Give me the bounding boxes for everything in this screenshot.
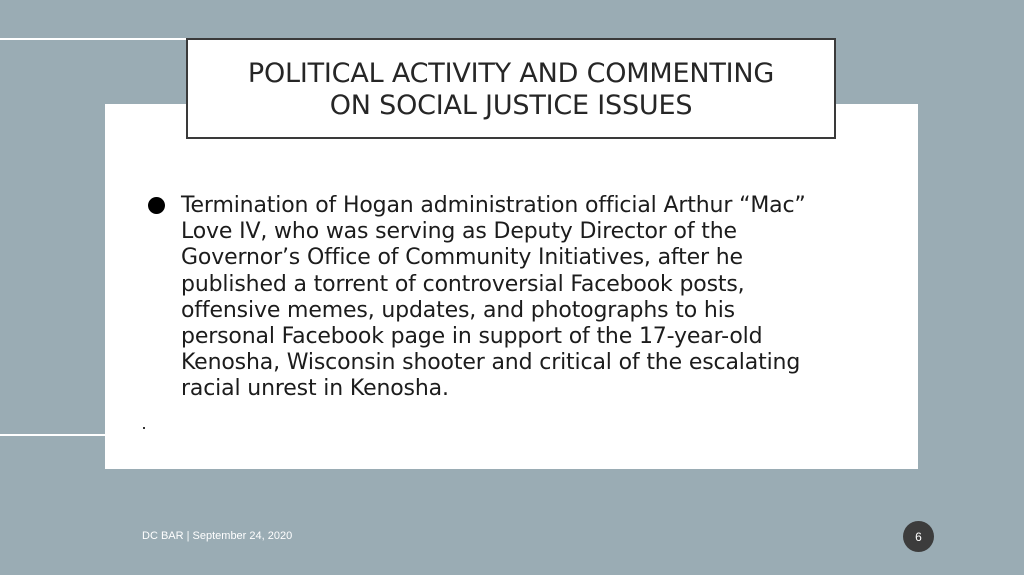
slide-title (248, 58, 774, 122)
bullet-item (148, 193, 848, 403)
bullet-text (181, 193, 806, 403)
decorative-line-bottom (0, 434, 106, 436)
bullet-line: offensive memes, updates, and photographs to his (181, 297, 735, 323)
slide-footer: DC BAR | September 24, 2020 (142, 530, 293, 542)
stray-mark (143, 427, 145, 429)
bullet-line: Governor’s Office of Community Initiatives, after he (181, 245, 743, 271)
decorative-line-top (0, 38, 186, 40)
bullet-line: published a torrent of controversial Facebook posts, (181, 271, 745, 297)
bullet-line: Kenosha, Wisconsin shooter and critical of the escalating (181, 350, 801, 376)
page-number-badge: 6 (903, 521, 934, 552)
bullet-dot-icon (148, 197, 165, 214)
bullet-line: Love IV, who was serving as Deputy Director of the (181, 219, 737, 245)
slide-title-line-1: POLITICAL ACTIVITY AND COMMENTING (247, 57, 775, 89)
bullet-line: racial unrest in Kenosha. (181, 376, 449, 402)
slide-title-line-2: ON SOCIAL JUSTICE ISSUES (329, 89, 693, 121)
bullet-line: personal Facebook page in support of the 17-year-old (181, 324, 763, 350)
bullet-line: Termination of Hogan administration official Arthur “Mac” (181, 193, 806, 218)
slide-title-box (186, 38, 836, 139)
